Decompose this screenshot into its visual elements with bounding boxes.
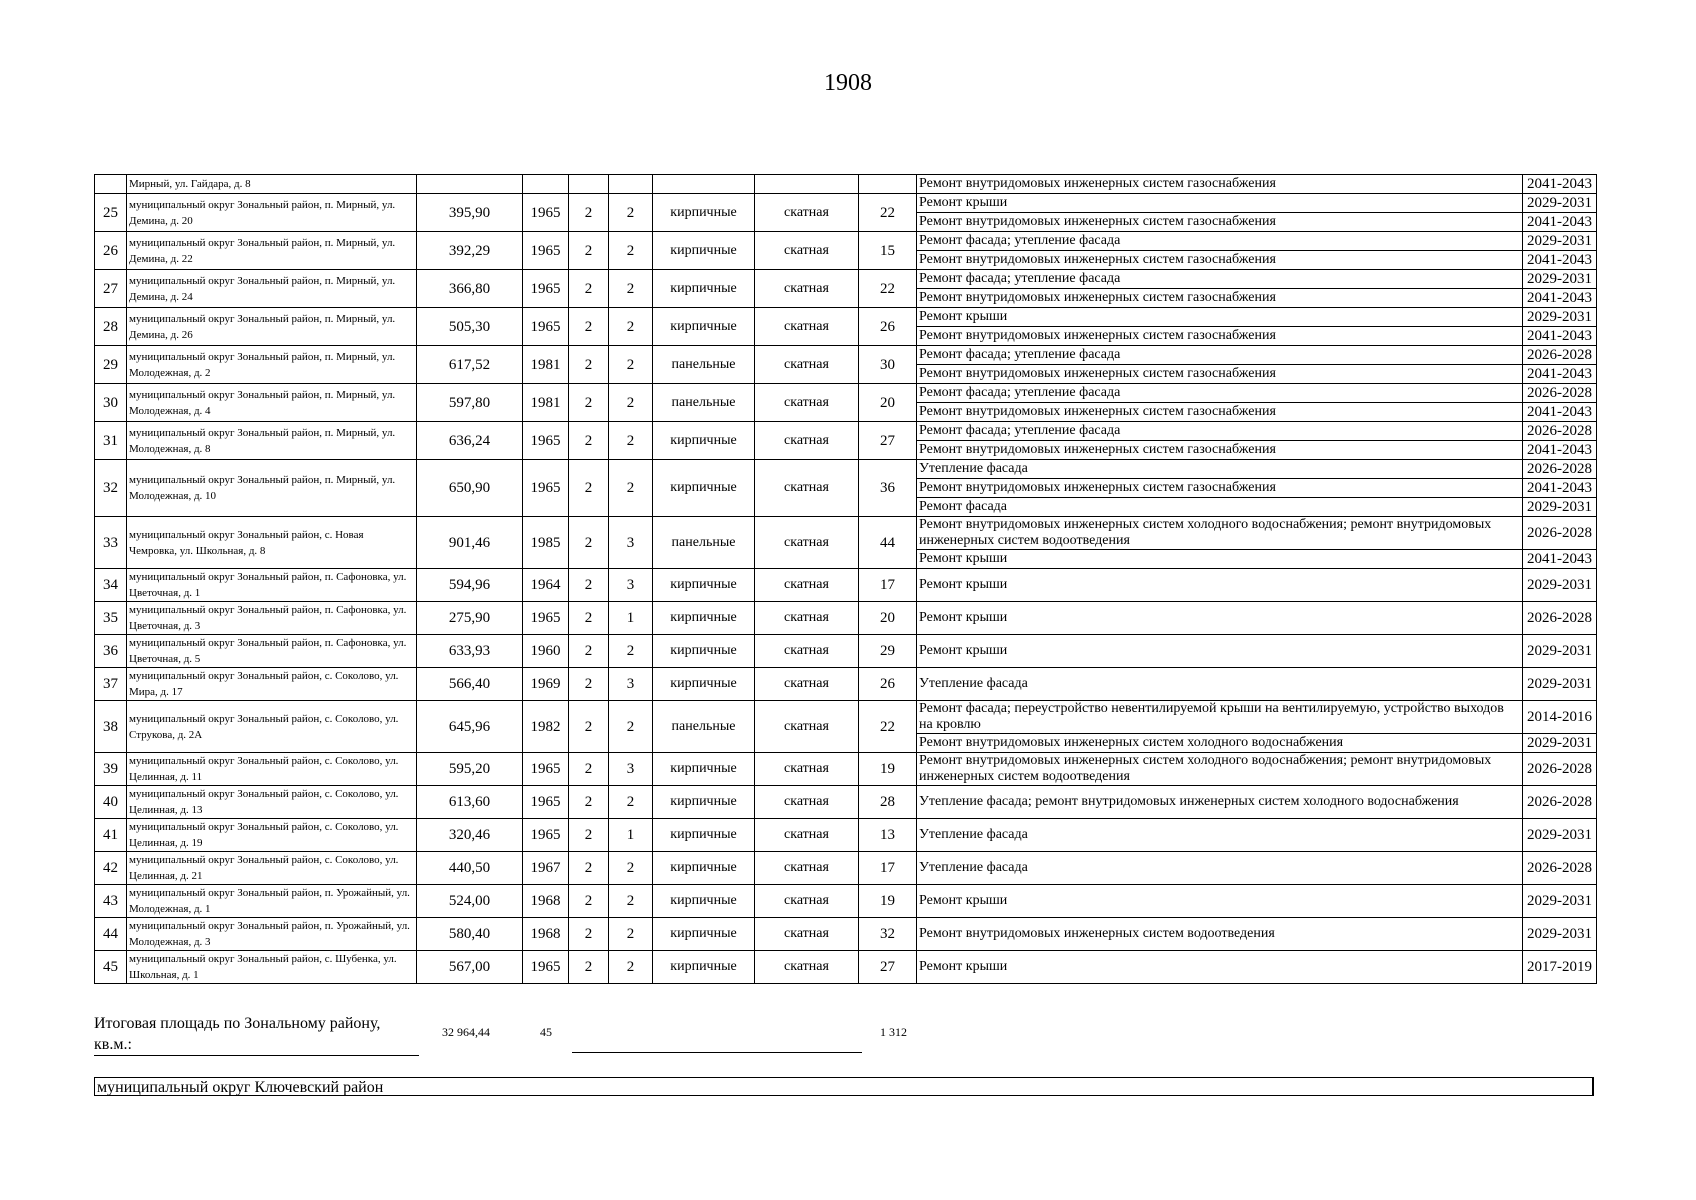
work-type-cell: Ремонт фасада; утепление фасада xyxy=(917,232,1523,251)
period-cell: 2029-2031 xyxy=(1523,918,1597,951)
wall-material-cell: кирпичные xyxy=(653,460,755,517)
floors-cell: 2 xyxy=(569,346,609,384)
totals-block xyxy=(94,1013,1596,1053)
residents-cell: 22 xyxy=(859,701,917,753)
roof-type-cell: скатная xyxy=(755,701,859,753)
row-number: 37 xyxy=(95,668,127,701)
area-cell: 580,40 xyxy=(417,918,523,951)
row-number: 27 xyxy=(95,270,127,308)
period-cell: 2029-2031 xyxy=(1523,635,1597,668)
row-number: 25 xyxy=(95,194,127,232)
period-cell: 2026-2028 xyxy=(1523,384,1597,403)
table-row xyxy=(95,517,1597,550)
area-cell: 320,46 xyxy=(417,819,523,852)
year-cell: 1965 xyxy=(523,753,569,786)
wall-material-cell: панельные xyxy=(653,384,755,422)
work-type-cell: Ремонт внутридомовых инженерных систем холодного водоснабжения xyxy=(917,734,1523,753)
address-cell: муниципальный округ Зональный район, п. Мирный, ул. Демина, д. 24 xyxy=(127,270,417,308)
floors-cell: 2 xyxy=(569,819,609,852)
totals-count: 45 xyxy=(540,1025,552,1039)
entrances-cell: 2 xyxy=(609,852,653,885)
table-row xyxy=(95,460,1597,479)
table-row xyxy=(95,885,1597,918)
roof-type-cell: скатная xyxy=(755,753,859,786)
period-cell: 2026-2028 xyxy=(1523,852,1597,885)
period-cell: 2041-2043 xyxy=(1523,327,1597,346)
area-cell: 636,24 xyxy=(417,422,523,460)
period-cell: 2017-2019 xyxy=(1523,951,1597,984)
floors-cell: 2 xyxy=(569,602,609,635)
table-row xyxy=(95,951,1597,984)
year-cell: 1965 xyxy=(523,951,569,984)
roof-type-cell: скатная xyxy=(755,668,859,701)
entrances-cell: 2 xyxy=(609,346,653,384)
year-cell: 1965 xyxy=(523,422,569,460)
residents-cell: 32 xyxy=(859,918,917,951)
entrances-cell: 2 xyxy=(609,194,653,232)
work-type-cell: Ремонт внутридомовых инженерных систем газоснабжения xyxy=(917,441,1523,460)
wall-material-cell: кирпичные xyxy=(653,819,755,852)
address-cell: муниципальный округ Зональный район, с. Соколово, ул. Струкова, д. 2А xyxy=(127,701,417,753)
entrances-cell: 2 xyxy=(609,422,653,460)
row-number: 43 xyxy=(95,885,127,918)
floors-cell: 2 xyxy=(569,308,609,346)
table-row xyxy=(95,384,1597,403)
roof-type-cell: скатная xyxy=(755,885,859,918)
table-row xyxy=(95,819,1597,852)
floors-cell: 2 xyxy=(569,753,609,786)
work-type-cell: Ремонт внутридомовых инженерных систем газоснабжения xyxy=(917,251,1523,270)
roof-type-cell: скатная xyxy=(755,852,859,885)
year-cell: 1968 xyxy=(523,885,569,918)
period-cell: 2026-2028 xyxy=(1523,786,1597,819)
entrances-cell xyxy=(609,175,653,194)
totals-area: 32 964,44 xyxy=(442,1025,490,1039)
row-number: 42 xyxy=(95,852,127,885)
row-number: 28 xyxy=(95,308,127,346)
work-type-cell: Ремонт фасада; утепление фасада xyxy=(917,346,1523,365)
address-cell: муниципальный округ Зональный район, п. Урожайный, ул. Молодежная, д. 1 xyxy=(127,885,417,918)
totals-underline xyxy=(572,1052,862,1053)
row-number: 41 xyxy=(95,819,127,852)
residents-cell: 17 xyxy=(859,852,917,885)
work-type-cell: Ремонт фасада; переустройство невентилируемой крыши на вентилируемую, устройство выходов на кровлю xyxy=(917,701,1523,734)
work-type-cell: Ремонт внутридомовых инженерных систем газоснабжения xyxy=(917,289,1523,308)
address-cell: муниципальный округ Зональный район, п. Сафоновка, ул. Цветочная, д. 3 xyxy=(127,602,417,635)
floors-cell xyxy=(569,175,609,194)
work-type-cell: Утепление фасада xyxy=(917,852,1523,885)
address-cell: Мирный, ул. Гайдара, д. 8 xyxy=(127,175,417,194)
wall-material-cell: кирпичные xyxy=(653,270,755,308)
area-cell: 645,96 xyxy=(417,701,523,753)
floors-cell: 2 xyxy=(569,918,609,951)
year-cell: 1969 xyxy=(523,668,569,701)
period-cell: 2041-2043 xyxy=(1523,175,1597,194)
residents-cell: 29 xyxy=(859,635,917,668)
row-number: 36 xyxy=(95,635,127,668)
table-row xyxy=(95,194,1597,213)
year-cell: 1965 xyxy=(523,232,569,270)
work-type-cell: Ремонт внутридомовых инженерных систем водоотведения xyxy=(917,918,1523,951)
roof-type-cell: скатная xyxy=(755,786,859,819)
floors-cell: 2 xyxy=(569,270,609,308)
table-row xyxy=(95,422,1597,441)
work-type-cell: Ремонт фасада; утепление фасада xyxy=(917,384,1523,403)
totals-label: Итоговая площадь по Зональному району, кв.м.: xyxy=(94,1013,419,1056)
work-type-cell: Ремонт крыши xyxy=(917,602,1523,635)
work-type-cell: Ремонт фасада xyxy=(917,498,1523,517)
area-cell: 613,60 xyxy=(417,786,523,819)
wall-material-cell: кирпичные xyxy=(653,786,755,819)
roof-type-cell: скатная xyxy=(755,460,859,517)
roof-type-cell: скатная xyxy=(755,422,859,460)
period-cell: 2041-2043 xyxy=(1523,403,1597,422)
table-row xyxy=(95,569,1597,602)
floors-cell: 2 xyxy=(569,885,609,918)
year-cell: 1965 xyxy=(523,460,569,517)
wall-material-cell: кирпичные xyxy=(653,753,755,786)
address-cell: муниципальный округ Зональный район, п. Мирный, ул. Демина, д. 20 xyxy=(127,194,417,232)
entrances-cell: 3 xyxy=(609,517,653,569)
work-type-cell: Ремонт внутридомовых инженерных систем газоснабжения xyxy=(917,175,1523,194)
residents-cell: 27 xyxy=(859,422,917,460)
residents-cell: 15 xyxy=(859,232,917,270)
floors-cell: 2 xyxy=(569,668,609,701)
table-row xyxy=(95,701,1597,734)
row-number: 26 xyxy=(95,232,127,270)
row-number: 34 xyxy=(95,569,127,602)
year-cell: 1960 xyxy=(523,635,569,668)
year-cell: 1964 xyxy=(523,569,569,602)
roof-type-cell: скатная xyxy=(755,918,859,951)
work-type-cell: Ремонт внутридомовых инженерных систем холодного водоснабжения; ремонт внутридомовых инженерных систем водоотведения xyxy=(917,753,1523,786)
table-row xyxy=(95,918,1597,951)
table-row xyxy=(95,270,1597,289)
floors-cell: 2 xyxy=(569,852,609,885)
wall-material-cell: кирпичные xyxy=(653,232,755,270)
floors-cell: 2 xyxy=(569,194,609,232)
row-number: 30 xyxy=(95,384,127,422)
period-cell: 2026-2028 xyxy=(1523,517,1597,550)
row-number: 29 xyxy=(95,346,127,384)
work-type-cell: Ремонт внутридомовых инженерных систем газоснабжения xyxy=(917,213,1523,232)
area-cell: 395,90 xyxy=(417,194,523,232)
wall-material-cell: кирпичные xyxy=(653,668,755,701)
wall-material-cell: кирпичные xyxy=(653,635,755,668)
floors-cell: 2 xyxy=(569,951,609,984)
work-type-cell: Ремонт крыши xyxy=(917,569,1523,602)
work-type-cell: Ремонт крыши xyxy=(917,951,1523,984)
registry-body xyxy=(95,175,1597,984)
roof-type-cell: скатная xyxy=(755,270,859,308)
row-number xyxy=(95,175,127,194)
wall-material-cell xyxy=(653,175,755,194)
work-type-cell: Ремонт внутридомовых инженерных систем газоснабжения xyxy=(917,327,1523,346)
year-cell: 1982 xyxy=(523,701,569,753)
area-cell: 650,90 xyxy=(417,460,523,517)
table-row xyxy=(95,175,1597,194)
wall-material-cell: кирпичные xyxy=(653,602,755,635)
area-cell: 567,00 xyxy=(417,951,523,984)
address-cell: муниципальный округ Зональный район, с. Соколово, ул. Целинная, д. 21 xyxy=(127,852,417,885)
address-cell: муниципальный округ Зональный район, с. Соколово, ул. Целинная, д. 13 xyxy=(127,786,417,819)
residents-cell: 44 xyxy=(859,517,917,569)
floors-cell: 2 xyxy=(569,635,609,668)
table-row xyxy=(95,786,1597,819)
period-cell: 2014-2016 xyxy=(1523,701,1597,734)
period-cell: 2029-2031 xyxy=(1523,194,1597,213)
roof-type-cell: скатная xyxy=(755,384,859,422)
area-cell: 566,40 xyxy=(417,668,523,701)
roof-type-cell: скатная xyxy=(755,346,859,384)
row-number: 33 xyxy=(95,517,127,569)
period-cell: 2029-2031 xyxy=(1523,819,1597,852)
year-cell: 1965 xyxy=(523,194,569,232)
work-type-cell: Ремонт фасада; утепление фасада xyxy=(917,270,1523,289)
entrances-cell: 1 xyxy=(609,819,653,852)
entrances-cell: 2 xyxy=(609,885,653,918)
wall-material-cell: панельные xyxy=(653,701,755,753)
floors-cell: 2 xyxy=(569,517,609,569)
address-cell: муниципальный округ Зональный район, п. Сафоновка, ул. Цветочная, д. 1 xyxy=(127,569,417,602)
roof-type-cell: скатная xyxy=(755,602,859,635)
floors-cell: 2 xyxy=(569,384,609,422)
entrances-cell: 2 xyxy=(609,635,653,668)
area-cell: 392,29 xyxy=(417,232,523,270)
address-cell: муниципальный округ Зональный район, п. Урожайный, ул. Молодежная, д. 3 xyxy=(127,918,417,951)
period-cell: 2029-2031 xyxy=(1523,734,1597,753)
area-cell: 617,52 xyxy=(417,346,523,384)
floors-cell: 2 xyxy=(569,422,609,460)
roof-type-cell: скатная xyxy=(755,569,859,602)
entrances-cell: 3 xyxy=(609,668,653,701)
row-number: 39 xyxy=(95,753,127,786)
floors-cell: 2 xyxy=(569,701,609,753)
period-cell: 2026-2028 xyxy=(1523,602,1597,635)
residents-cell: 26 xyxy=(859,668,917,701)
year-cell: 1981 xyxy=(523,346,569,384)
work-type-cell: Ремонт внутридомовых инженерных систем газоснабжения xyxy=(917,403,1523,422)
row-number: 38 xyxy=(95,701,127,753)
row-number: 45 xyxy=(95,951,127,984)
table-row xyxy=(95,346,1597,365)
wall-material-cell: кирпичные xyxy=(653,308,755,346)
work-type-cell: Ремонт внутридомовых инженерных систем газоснабжения xyxy=(917,479,1523,498)
entrances-cell: 2 xyxy=(609,308,653,346)
area-cell: 633,93 xyxy=(417,635,523,668)
address-cell: муниципальный округ Зональный район, п. Мирный, ул. Молодежная, д. 2 xyxy=(127,346,417,384)
entrances-cell: 1 xyxy=(609,602,653,635)
row-number: 31 xyxy=(95,422,127,460)
address-cell: муниципальный округ Зональный район, с. Соколово, ул. Мира, д. 17 xyxy=(127,668,417,701)
entrances-cell: 3 xyxy=(609,569,653,602)
year-cell: 1965 xyxy=(523,786,569,819)
area-cell: 594,96 xyxy=(417,569,523,602)
year-cell xyxy=(523,175,569,194)
residents-cell: 20 xyxy=(859,384,917,422)
roof-type-cell xyxy=(755,175,859,194)
residents-cell: 22 xyxy=(859,270,917,308)
period-cell: 2029-2031 xyxy=(1523,232,1597,251)
row-number: 35 xyxy=(95,602,127,635)
wall-material-cell: кирпичные xyxy=(653,918,755,951)
work-type-cell: Ремонт внутридомовых инженерных систем холодного водоснабжения; ремонт внутридомовых инженерных систем водоотведения xyxy=(917,517,1523,550)
entrances-cell: 2 xyxy=(609,951,653,984)
period-cell: 2026-2028 xyxy=(1523,460,1597,479)
wall-material-cell: панельные xyxy=(653,346,755,384)
area-cell: 524,00 xyxy=(417,885,523,918)
address-cell: муниципальный округ Зональный район, с. Новая Чемровка, ул. Школьная, д. 8 xyxy=(127,517,417,569)
roof-type-cell: скатная xyxy=(755,819,859,852)
address-cell: муниципальный округ Зональный район, п. Мирный, ул. Молодежная, д. 8 xyxy=(127,422,417,460)
residents-cell xyxy=(859,175,917,194)
residents-cell: 19 xyxy=(859,753,917,786)
residents-cell: 26 xyxy=(859,308,917,346)
table-row xyxy=(95,602,1597,635)
residents-cell: 36 xyxy=(859,460,917,517)
page-number: 1908 xyxy=(824,70,872,96)
period-cell: 2041-2043 xyxy=(1523,365,1597,384)
row-number: 44 xyxy=(95,918,127,951)
year-cell: 1965 xyxy=(523,819,569,852)
wall-material-cell: кирпичные xyxy=(653,951,755,984)
work-type-cell: Утепление фасада xyxy=(917,460,1523,479)
year-cell: 1981 xyxy=(523,384,569,422)
work-type-cell: Ремонт внутридомовых инженерных систем газоснабжения xyxy=(917,365,1523,384)
period-cell: 2041-2043 xyxy=(1523,289,1597,308)
roof-type-cell: скатная xyxy=(755,517,859,569)
area-cell xyxy=(417,175,523,194)
area-cell: 595,20 xyxy=(417,753,523,786)
period-cell: 2041-2043 xyxy=(1523,251,1597,270)
period-cell: 2029-2031 xyxy=(1523,569,1597,602)
entrances-cell: 2 xyxy=(609,918,653,951)
wall-material-cell: панельные xyxy=(653,517,755,569)
residents-cell: 13 xyxy=(859,819,917,852)
wall-material-cell: кирпичные xyxy=(653,422,755,460)
residents-cell: 19 xyxy=(859,885,917,918)
entrances-cell: 2 xyxy=(609,786,653,819)
work-type-cell: Утепление фасада xyxy=(917,819,1523,852)
floors-cell: 2 xyxy=(569,460,609,517)
table-row xyxy=(95,308,1597,327)
work-type-cell: Утепление фасада; ремонт внутридомовых инженерных систем холодного водоснабжения xyxy=(917,786,1523,819)
address-cell: муниципальный округ Зональный район, с. Шубенка, ул. Школьная, д. 1 xyxy=(127,951,417,984)
area-cell: 505,30 xyxy=(417,308,523,346)
row-number: 32 xyxy=(95,460,127,517)
work-type-cell: Ремонт крыши xyxy=(917,635,1523,668)
address-cell: муниципальный округ Зональный район, п. Мирный, ул. Молодежная, д. 4 xyxy=(127,384,417,422)
floors-cell: 2 xyxy=(569,569,609,602)
period-cell: 2029-2031 xyxy=(1523,308,1597,327)
period-cell: 2041-2043 xyxy=(1523,550,1597,569)
totals-residents: 1 312 xyxy=(880,1025,907,1039)
year-cell: 1985 xyxy=(523,517,569,569)
area-cell: 440,50 xyxy=(417,852,523,885)
entrances-cell: 2 xyxy=(609,701,653,753)
roof-type-cell: скатная xyxy=(755,232,859,270)
address-cell: муниципальный округ Зональный район, с. Соколово, ул. Целинная, д. 19 xyxy=(127,819,417,852)
year-cell: 1965 xyxy=(523,308,569,346)
period-cell: 2041-2043 xyxy=(1523,441,1597,460)
wall-material-cell: кирпичные xyxy=(653,885,755,918)
area-cell: 597,80 xyxy=(417,384,523,422)
entrances-cell: 2 xyxy=(609,232,653,270)
year-cell: 1968 xyxy=(523,918,569,951)
floors-cell: 2 xyxy=(569,232,609,270)
entrances-cell: 2 xyxy=(609,270,653,308)
table-row xyxy=(95,852,1597,885)
table-row xyxy=(95,668,1597,701)
wall-material-cell: кирпичные xyxy=(653,194,755,232)
residents-cell: 22 xyxy=(859,194,917,232)
table-row xyxy=(95,232,1597,251)
address-cell: муниципальный округ Зональный район, п. Мирный, ул. Демина, д. 22 xyxy=(127,232,417,270)
period-cell: 2026-2028 xyxy=(1523,753,1597,786)
address-cell: муниципальный округ Зональный район, п. Мирный, ул. Молодежная, д. 10 xyxy=(127,460,417,517)
area-cell: 366,80 xyxy=(417,270,523,308)
area-cell: 901,46 xyxy=(417,517,523,569)
period-cell: 2041-2043 xyxy=(1523,213,1597,232)
period-cell: 2041-2043 xyxy=(1523,479,1597,498)
entrances-cell: 2 xyxy=(609,384,653,422)
period-cell: 2029-2031 xyxy=(1523,270,1597,289)
period-cell: 2029-2031 xyxy=(1523,498,1597,517)
wall-material-cell: кирпичные xyxy=(653,569,755,602)
work-type-cell: Ремонт фасада; утепление фасада xyxy=(917,422,1523,441)
housing-registry-table xyxy=(94,174,1597,984)
district-header: муниципальный округ Ключевский район xyxy=(94,1077,1594,1096)
area-cell: 275,90 xyxy=(417,602,523,635)
period-cell: 2029-2031 xyxy=(1523,668,1597,701)
table-row xyxy=(95,635,1597,668)
residents-cell: 28 xyxy=(859,786,917,819)
work-type-cell: Ремонт крыши xyxy=(917,194,1523,213)
work-type-cell: Утепление фасада xyxy=(917,668,1523,701)
period-cell: 2029-2031 xyxy=(1523,885,1597,918)
year-cell: 1967 xyxy=(523,852,569,885)
work-type-cell: Ремонт крыши xyxy=(917,550,1523,569)
residents-cell: 17 xyxy=(859,569,917,602)
wall-material-cell: кирпичные xyxy=(653,852,755,885)
row-number: 40 xyxy=(95,786,127,819)
period-cell: 2026-2028 xyxy=(1523,346,1597,365)
roof-type-cell: скатная xyxy=(755,951,859,984)
roof-type-cell: скатная xyxy=(755,308,859,346)
residents-cell: 27 xyxy=(859,951,917,984)
work-type-cell: Ремонт крыши xyxy=(917,308,1523,327)
address-cell: муниципальный округ Зональный район, п. Сафоновка, ул. Цветочная, д. 5 xyxy=(127,635,417,668)
year-cell: 1965 xyxy=(523,270,569,308)
floors-cell: 2 xyxy=(569,786,609,819)
table-row xyxy=(95,753,1597,786)
address-cell: муниципальный округ Зональный район, с. Соколово, ул. Целинная, д. 11 xyxy=(127,753,417,786)
work-type-cell: Ремонт крыши xyxy=(917,885,1523,918)
address-cell: муниципальный округ Зональный район, п. Мирный, ул. Демина, д. 26 xyxy=(127,308,417,346)
roof-type-cell: скатная xyxy=(755,635,859,668)
period-cell: 2026-2028 xyxy=(1523,422,1597,441)
year-cell: 1965 xyxy=(523,602,569,635)
entrances-cell: 3 xyxy=(609,753,653,786)
residents-cell: 20 xyxy=(859,602,917,635)
residents-cell: 30 xyxy=(859,346,917,384)
entrances-cell: 2 xyxy=(609,460,653,517)
roof-type-cell: скатная xyxy=(755,194,859,232)
